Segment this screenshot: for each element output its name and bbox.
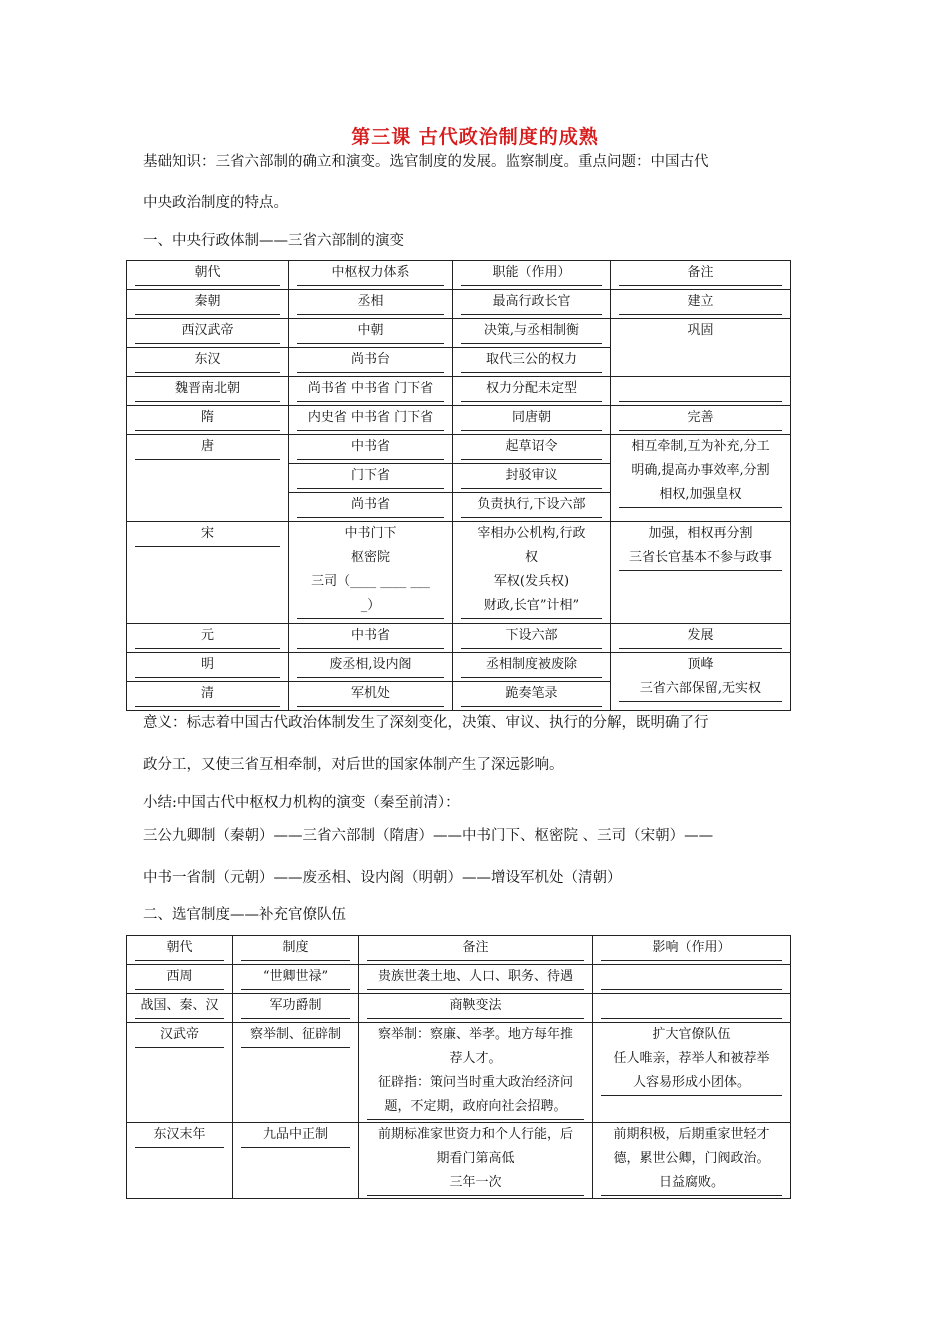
section-2-heading: 二、选官制度——补充官僚队伍 [143,907,346,923]
table-row: 门下省 封驳审议 [127,464,791,493]
table-row: 朝代 制度 备注 影响（作用） [127,936,791,965]
header-dynasty: 朝代 [135,261,280,286]
table-row: 东汉 尚书台 取代三公的权力 [127,348,791,377]
table-row: 清 军机处 跪奏笔录 [127,682,791,711]
meaning-line-1: 意义：标志着中国古代政治体制发生了深刻变化，决策、审议、执行的分解，既明确了行 [143,715,709,731]
table-row: 西汉武帝 中朝 决策,与丞相制衡 巩固 [127,319,791,348]
table-row: 西周 “世卿世禄” 贵族世袭土地、人口、职务、待遇 [127,965,791,994]
table-row: 魏晋南北朝 尚书省 中书省 门下省 权力分配未定型 [127,377,791,406]
meaning-line-2: 政分工，又使三省互相牵制，对后世的国家体制产生了深远影响。 [143,757,564,773]
header-system: 中枢权力体系 [297,261,444,286]
table-row: 元 中书省 下设六部 发展 [127,624,791,653]
page-title: 第三课 古代政治制度的成熟 [351,126,599,148]
summary-heading: 小结:中国古代中枢权力机构的演变（秦至前清）： [143,795,460,811]
table-row [127,261,791,290]
intro-line-1: 基础知识：三省六部制的确立和演变。选官制度的发展。监察制度。重点问题：中国古代 [143,154,709,170]
table-row: 秦朝 丞相 最高行政长官 建立 [127,290,791,319]
header-note: 备注 [619,261,782,286]
table-row: 汉武帝 察举制、征辟制 察举制：察廉、举孝。地方每年推 荐人才。 征辟指：策问当时重大政治经济问 题，不定期，政府向社会招聘。 扩大官僚队伍 任人唯亲，荐举人和被荐举 人容易形成小团体。 [127,1023,791,1123]
table-official-selection [126,935,791,1199]
table-row: 唐 中书省 起草诏令 相互牵制,互为补充,分工 明确,提高办事效率,分割 相权,加强皇权 [127,435,791,464]
evolution-line-2: 中书一省制（元朝）——废丞相、设内阁（明朝）——增设军机处（清朝） [143,870,622,886]
intro-line-2: 中央政治制度的特点。 [143,195,288,211]
table-row: 明 废丞相,设内阁 丞相制度被废除 顶峰 三省六部保留,无实权 [127,653,791,682]
table-row: 东汉末年 九品中正制 前期标准家世资力和个人行能，后 期看门第高低 三年一次 前期积极，后期重家世轻才 德，累世公卿，门阀政治。 日益腐败。 [127,1123,791,1199]
table-row: 战国、秦、汉 军功爵制 商鞅变法 [127,994,791,1023]
evolution-line-1: 三公九卿制（秦朝）——三省六部制（隋唐）——中书门下、枢密院 、三司（宋朝）—— [143,828,714,844]
table-row: 尚书省 负责执行,下设六部 [127,493,791,522]
section-1-heading: 一、中央行政体制——三省六部制的演变 [143,233,404,249]
table-row: 隋 内史省 中书省 门下省 同唐朝 完善 [127,406,791,435]
table-row: 宋 中书门下 枢密院 三司（____ ____ ___ _） 宰相办公机构,行政 权 军权(发兵权) 财政,长官”计相” 加强，相权再分割 三省长官基本不参与政事 [127,522,791,624]
table-central-admin [126,260,791,711]
header-function: 职能（作用） [461,261,602,286]
